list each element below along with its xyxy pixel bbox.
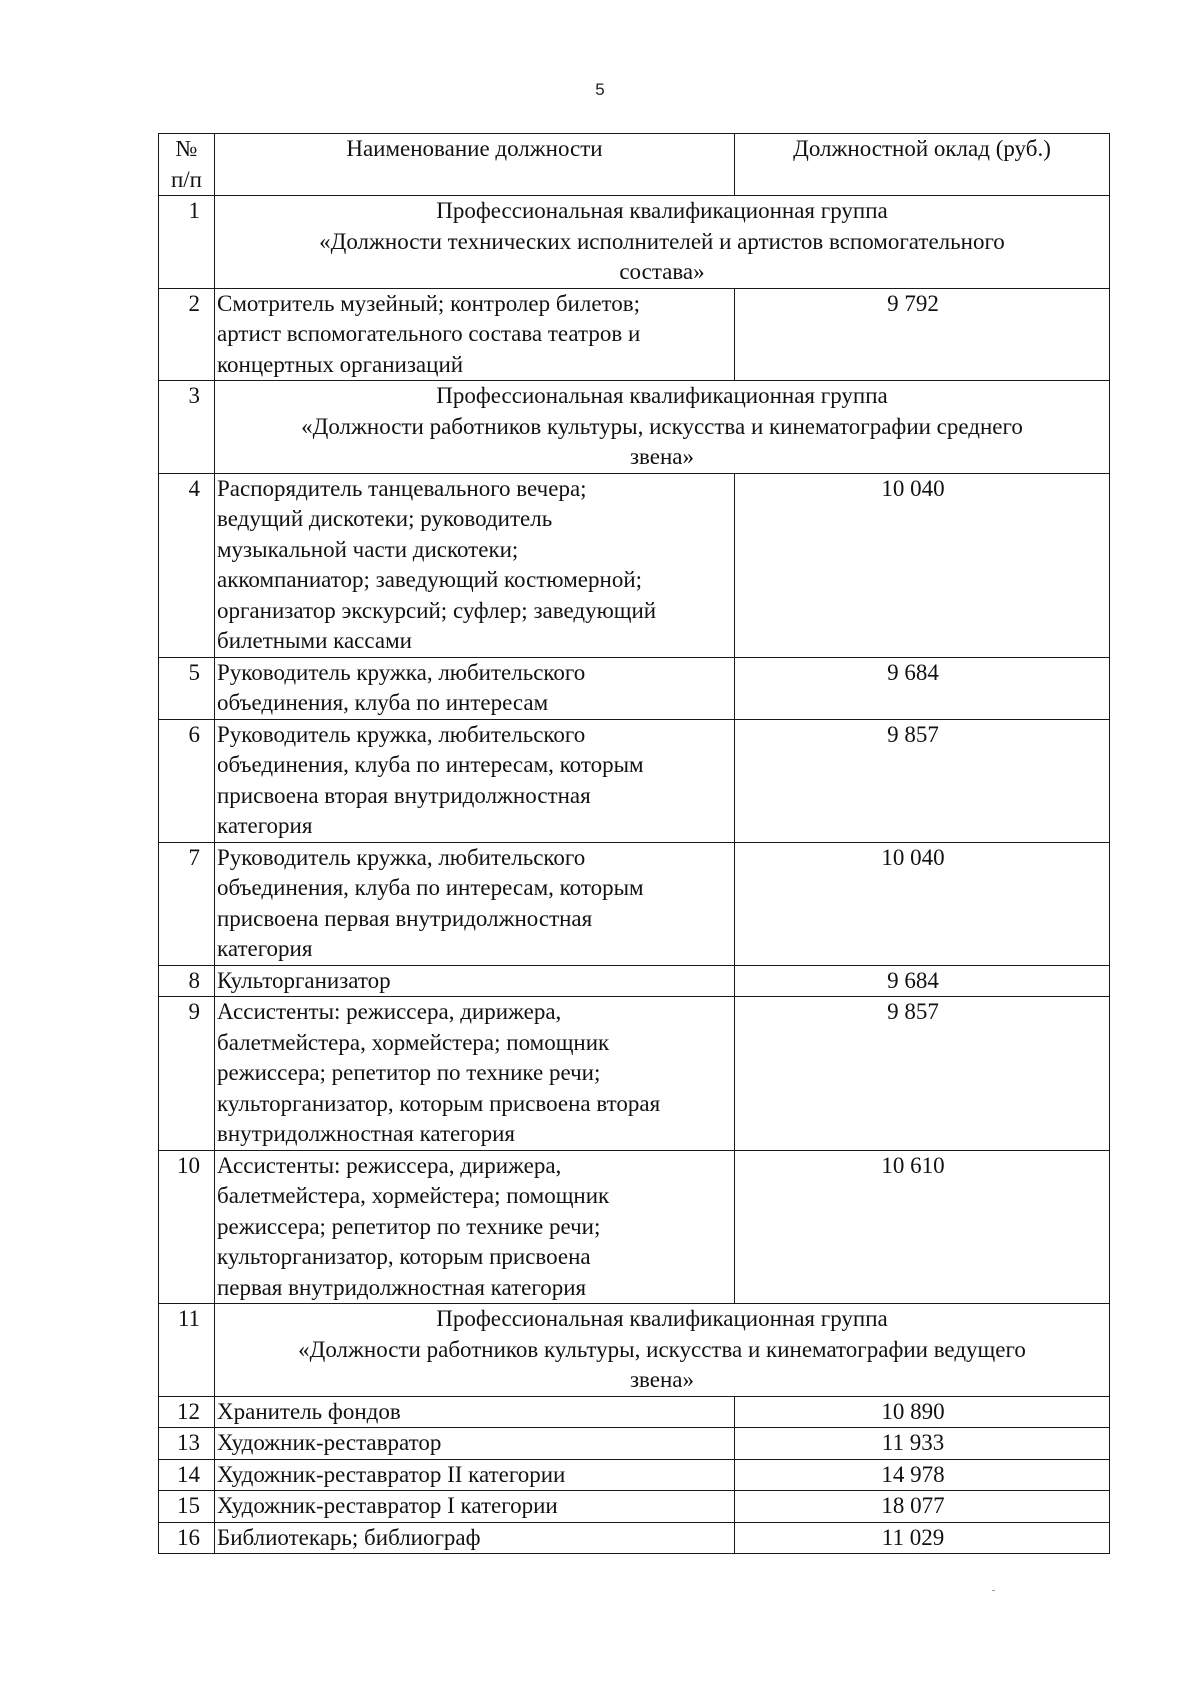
group-title-line: Профессиональная квалификационная группа bbox=[436, 383, 888, 408]
position-name bbox=[215, 1150, 735, 1304]
header-position-name: Наименование должности bbox=[215, 134, 735, 196]
group-title-line: состава» bbox=[619, 259, 705, 284]
salary-value: 9 684 bbox=[735, 657, 1110, 719]
position-name-line: объединения, клуба по интересам, которым bbox=[217, 752, 644, 777]
table-header-row bbox=[159, 134, 1110, 196]
position-name bbox=[215, 1522, 735, 1554]
position-name-line: Ассистенты: режиссера, дирижера, bbox=[217, 999, 562, 1024]
salary-value: 14 978 bbox=[735, 1459, 1110, 1491]
position-name-line: балетмейстера, хормейстера; помощник bbox=[217, 1029, 610, 1055]
position-name-line: Художник-реставратор II категории bbox=[217, 1461, 566, 1487]
row-number: 1 bbox=[159, 196, 215, 289]
position-name-line: балетмейстера, хормейстера; помощник bbox=[217, 1183, 610, 1208]
table-row bbox=[159, 657, 1110, 719]
salary-value: 9 792 bbox=[735, 288, 1110, 381]
position-name bbox=[215, 1428, 735, 1460]
position-name-line: первая внутридолжностная категория bbox=[217, 1274, 587, 1300]
position-name-line: музыкальной части дискотеки; bbox=[217, 536, 519, 562]
header-salary: Должностной оклад (руб.) bbox=[735, 134, 1110, 196]
group-title-line: звена» bbox=[629, 444, 695, 469]
position-name-line: Ассистенты: режиссера, дирижера, bbox=[217, 1152, 562, 1178]
table-row bbox=[159, 288, 1110, 381]
group-title-line: Профессиональная квалификационная группа bbox=[436, 198, 888, 223]
position-name-line: Руководитель кружка, любительского bbox=[217, 844, 586, 870]
qualification-group-title bbox=[215, 1304, 1110, 1397]
row-number: 11 bbox=[159, 1304, 215, 1397]
position-name-line: внутридолжностная категория bbox=[217, 1121, 516, 1146]
table-row bbox=[159, 1522, 1110, 1554]
position-name-line: Хранитель фондов bbox=[217, 1398, 401, 1424]
salary-value: 10 040 bbox=[735, 842, 1110, 965]
position-name-line: Руководитель кружка, любительского bbox=[217, 659, 586, 685]
table-row bbox=[159, 997, 1110, 1151]
table-row bbox=[159, 842, 1110, 965]
position-name-line: аккомпаниатор; заведующий костюмерной; bbox=[217, 567, 643, 592]
position-name-line: культорганизатор, которым присвоена bbox=[217, 1244, 591, 1269]
scan-speck bbox=[992, 1590, 995, 1591]
row-number: 13 bbox=[159, 1428, 215, 1460]
position-name-line: режиссера; репетитор по технике речи; bbox=[217, 1060, 601, 1085]
position-name-line: категория bbox=[217, 936, 313, 961]
position-name-line: присвоена первая внутридолжностная bbox=[217, 905, 593, 931]
position-name-line: артист вспомогательного состава театров и bbox=[217, 321, 641, 346]
table-body bbox=[159, 196, 1110, 1554]
group-title-line: «Должности работников культуры, искусства и кинематографии ведущего bbox=[298, 1336, 1026, 1362]
salary-value: 9 684 bbox=[735, 965, 1110, 997]
position-name-line: Библиотекарь; библиограф bbox=[217, 1524, 481, 1550]
salary-value: 18 077 bbox=[735, 1491, 1110, 1523]
table-row bbox=[159, 1459, 1110, 1491]
group-title-line: звена» bbox=[629, 1367, 695, 1392]
qualification-group-title bbox=[215, 196, 1110, 289]
qualification-group-title bbox=[215, 381, 1110, 474]
position-name-line: организатор экскурсий; суфлер; заведующий bbox=[217, 597, 657, 623]
salary-value: 10 040 bbox=[735, 473, 1110, 657]
row-number: 16 bbox=[159, 1522, 215, 1554]
salary-value: 9 857 bbox=[735, 997, 1110, 1151]
row-number: 8 bbox=[159, 965, 215, 997]
position-name bbox=[215, 473, 735, 657]
table-row bbox=[159, 1396, 1110, 1428]
row-number: 12 bbox=[159, 1396, 215, 1428]
position-name bbox=[215, 965, 735, 997]
row-number: 15 bbox=[159, 1491, 215, 1523]
position-name-line: Культорганизатор bbox=[217, 967, 391, 993]
table-row bbox=[159, 1491, 1110, 1523]
position-name bbox=[215, 997, 735, 1151]
salary-value: 11 933 bbox=[735, 1428, 1110, 1460]
group-title-line: Профессиональная квалификационная группа bbox=[436, 1306, 888, 1331]
group-row bbox=[159, 381, 1110, 474]
salary-value: 10 610 bbox=[735, 1150, 1110, 1304]
position-name-line: Руководитель кружка, любительского bbox=[217, 721, 586, 747]
salary-table bbox=[158, 133, 1110, 1554]
group-row bbox=[159, 196, 1110, 289]
position-name-line: присвоена вторая внутридолжностная bbox=[217, 782, 591, 808]
position-name-line: объединения, клуба по интересам, которым bbox=[217, 875, 644, 900]
group-title-line: «Должности технических исполнителей и артистов вспомогательного bbox=[319, 228, 1005, 254]
group-row bbox=[159, 1304, 1110, 1397]
header-number bbox=[159, 134, 215, 196]
position-name-line: Распорядитель танцевального вечера; bbox=[217, 475, 587, 501]
header-number-line1: № bbox=[175, 136, 198, 161]
position-name-line: Художник-реставратор I категории bbox=[217, 1493, 558, 1518]
table-row bbox=[159, 719, 1110, 842]
position-name-line: Художник-реставратор bbox=[217, 1430, 442, 1455]
salary-value: 11 029 bbox=[735, 1522, 1110, 1554]
position-name-line: Смотритель музейный; контролер билетов; bbox=[217, 290, 641, 316]
position-name bbox=[215, 288, 735, 381]
table-row bbox=[159, 473, 1110, 657]
group-title-line: «Должности работников культуры, искусства и кинематографии среднего bbox=[301, 413, 1023, 439]
row-number: 3 bbox=[159, 381, 215, 474]
row-number: 14 bbox=[159, 1459, 215, 1491]
row-number: 5 bbox=[159, 657, 215, 719]
position-name bbox=[215, 657, 735, 719]
row-number: 7 bbox=[159, 842, 215, 965]
position-name bbox=[215, 1491, 735, 1523]
row-number: 2 bbox=[159, 288, 215, 381]
position-name-line: культорганизатор, которым присвоена вторая bbox=[217, 1090, 661, 1116]
position-name-line: объединения, клуба по интересам bbox=[217, 690, 549, 715]
table-row bbox=[159, 965, 1110, 997]
position-name bbox=[215, 1459, 735, 1491]
page-number: 5 bbox=[595, 80, 605, 99]
header-number-line2: п/п bbox=[170, 166, 202, 192]
position-name-line: билетными кассами bbox=[217, 628, 412, 653]
row-number: 6 bbox=[159, 719, 215, 842]
row-number: 9 bbox=[159, 997, 215, 1151]
position-name-line: ведущий дискотеки; руководитель bbox=[217, 506, 553, 531]
salary-value: 9 857 bbox=[735, 719, 1110, 842]
table-row bbox=[159, 1428, 1110, 1460]
salary-value: 10 890 bbox=[735, 1396, 1110, 1428]
position-name bbox=[215, 719, 735, 842]
position-name-line: концертных организаций bbox=[217, 351, 464, 377]
row-number: 4 bbox=[159, 473, 215, 657]
position-name-line: категория bbox=[217, 813, 313, 838]
table-row bbox=[159, 1150, 1110, 1304]
row-number: 10 bbox=[159, 1150, 215, 1304]
position-name-line: режиссера; репетитор по технике речи; bbox=[217, 1213, 601, 1239]
position-name bbox=[215, 842, 735, 965]
position-name bbox=[215, 1396, 735, 1428]
